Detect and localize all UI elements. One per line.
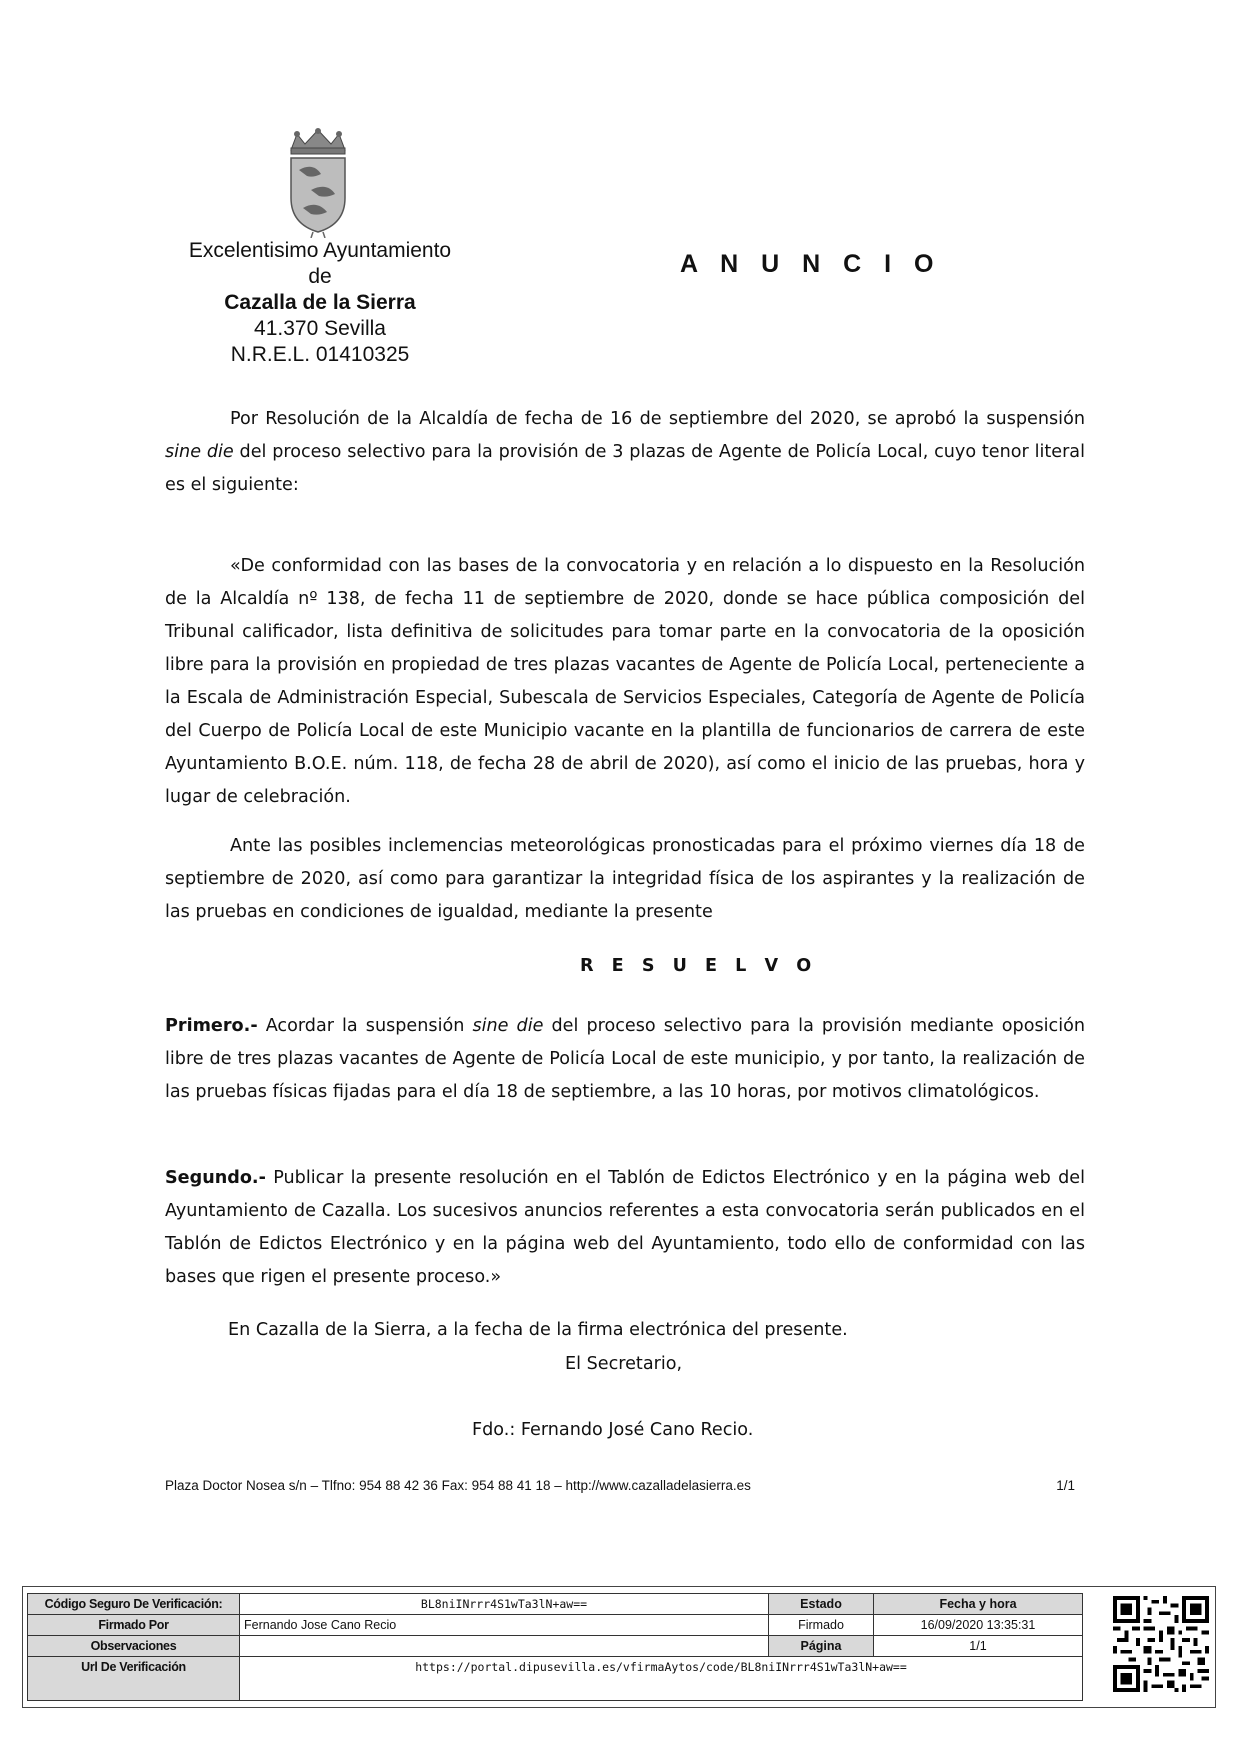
primero-sine-die: sine die <box>472 1016 544 1036</box>
org-line-1: Excelentisimo Ayuntamiento <box>188 239 452 262</box>
firmado-label: Firmado Por <box>28 1615 240 1636</box>
org-postal: 41.370 Sevilla <box>254 317 386 340</box>
estado-value: Firmado <box>769 1615 874 1636</box>
intro-text-a: Por Resolución de la Alcaldía de fecha de 16 de septiembre del 2020, se aprobó la suspensión <box>230 409 1085 429</box>
segundo-text: Publicar la presente resolución en el Tablón de Edictos Electrónico y en la página web del Ayuntamiento de Cazalla. Los sucesivos anuncios referentes a esta convocatoria serán publicados en el Tablón de Edictos Electrónico y en la página web del Ayuntamiento, todo ello de conformidad con las bases que rigen el presente proceso.» <box>165 1168 1085 1287</box>
verification-box <box>22 1586 1216 1708</box>
secretary-line: El Secretario, <box>565 1354 683 1374</box>
inclemencias-text: Ante las posibles inclemencias meteorológicas pronosticadas para el próximo viernes día 18 de septiembre de 2020, así como para garantizar la integridad física de los aspirantes y la realización de las pruebas en condiciones de igualdad, mediante la presente <box>165 836 1085 922</box>
organization-header <box>160 238 480 368</box>
url-value[interactable]: https://portal.dipusevilla.es/vfirmaAytos/code/BL8niINrrr4S1wTa3lN+aw== <box>240 1657 1083 1701</box>
paragraph-inclemencias <box>165 830 1085 929</box>
primero-text-b: del proceso selectivo para la provisión mediante oposición libre de tres plazas vacantes de Agente de Policía Local de este municipio, y por tanto, la realización de las pruebas físicas fijadas para el día 18 de septiembre, a las 10 horas, por motivos climatológicos. <box>165 1016 1086 1102</box>
csv-value: BL8niINrrr4S1wTa3lN+aw== <box>240 1594 769 1615</box>
fecha-value: 16/09/2020 13:35:31 <box>874 1615 1083 1636</box>
pagina-value: 1/1 <box>874 1636 1083 1657</box>
paragraph-intro <box>165 403 1085 502</box>
paragraph-conformidad <box>165 550 1085 814</box>
observaciones-value <box>240 1636 769 1657</box>
paragraph-segundo <box>165 1162 1085 1294</box>
paragraph-primero <box>165 1010 1085 1109</box>
intro-sine-die: sine die <box>165 442 234 462</box>
pagina-label: Página <box>769 1636 874 1657</box>
footer-address-text: Plaza Doctor Nosea s/n – Tlfno: 954 88 42 36 Fax: 954 88 41 18 – http://www.cazalladelasierra.es <box>165 1478 751 1493</box>
estado-label: Estado <box>769 1594 874 1615</box>
footer-address <box>165 1478 1075 1493</box>
resuelvo-heading: R E S U E L V O <box>580 956 818 976</box>
closing-line: En Cazalla de la Sierra, a la fecha de la firma electrónica del presente. <box>228 1320 848 1340</box>
conformidad-text: «De conformidad con las bases de la convocatoria y en relación a lo dispuesto en la Resolución de la Alcaldía nº 138, de fecha 11 de septiembre de 2020, donde se hace pública composición del Tribunal calificador, lista definitiva de solicitudes para tomar parte en la convocatoria de la oposición libre para la provisión en propiedad de tres plazas vacantes de Agente de Policía Local, perteneciente a la Escala de Administración Especial, Subescala de Servicios Especiales, Categoría de Agente de Policía del Cuerpo de Policía Local de este Municipio vacante en la plantilla de funcionarios de carrera de este Ayuntamiento B.O.E. núm. 118, de fecha 28 de abril de 2020), así como el inicio de las pruebas, hora y lugar de celebración. <box>165 556 1085 807</box>
coat-of-arms-icon <box>283 128 353 238</box>
org-name: Cazalla de la Sierra <box>224 291 416 314</box>
document-title: A N U N C I O <box>680 250 942 278</box>
qr-code-icon <box>1113 1596 1209 1692</box>
fecha-label: Fecha y hora <box>874 1594 1083 1615</box>
url-label: Url De Verificación <box>28 1657 240 1701</box>
org-line-2: de <box>308 265 332 288</box>
segundo-label: Segundo.- <box>165 1168 266 1188</box>
footer-page-number: 1/1 <box>1056 1478 1075 1493</box>
firmado-value: Fernando Jose Cano Recio <box>240 1615 769 1636</box>
primero-text-a: Acordar la suspensión <box>257 1016 473 1036</box>
signature-line: Fdo.: Fernando José Cano Recio. <box>472 1420 754 1440</box>
org-nrel: N.R.E.L. 01410325 <box>230 343 410 366</box>
observaciones-label: Observaciones <box>28 1636 240 1657</box>
intro-text-b: del proceso selectivo para la provisión de 3 plazas de Agente de Policía Local, cuyo tenor literal es el siguiente: <box>165 442 1085 495</box>
primero-label: Primero.- <box>165 1016 258 1036</box>
verification-table <box>27 1593 1083 1701</box>
csv-label: Código Seguro De Verificación: <box>28 1594 240 1615</box>
